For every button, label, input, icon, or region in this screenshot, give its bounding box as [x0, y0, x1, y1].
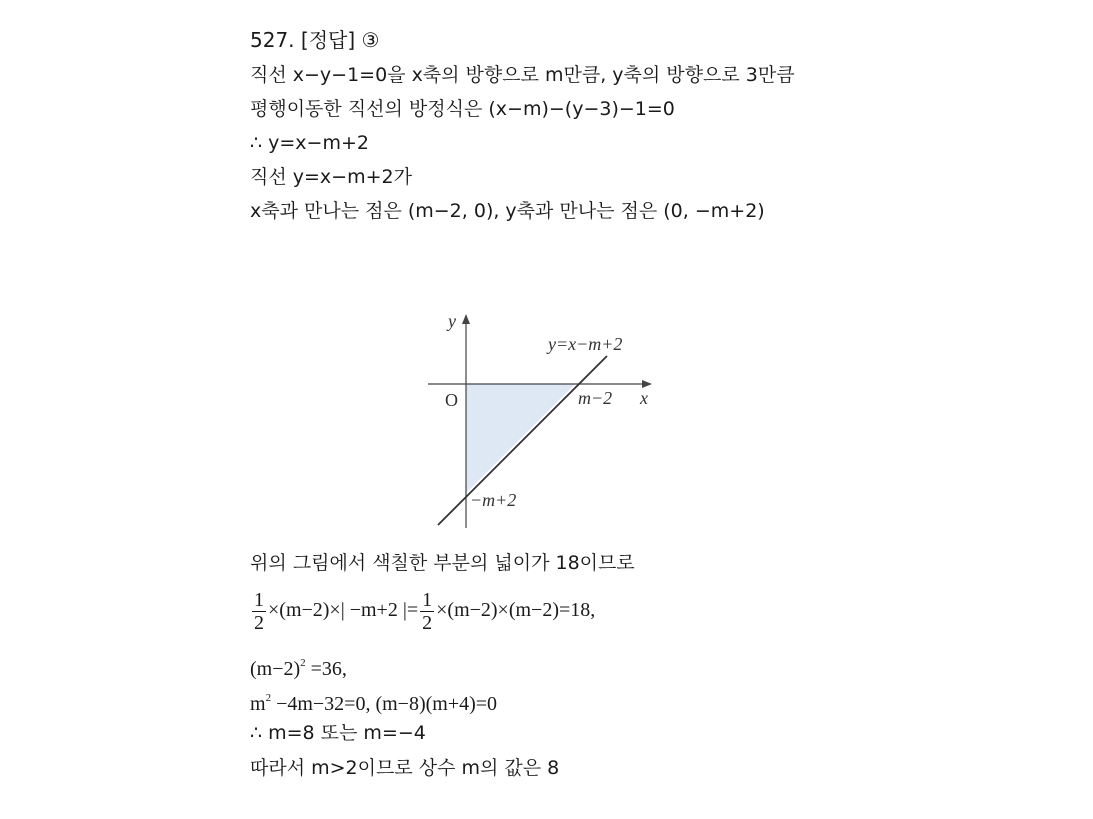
solution-line-6: 따라서 m>2이므로 상수 m의 값은 8	[250, 757, 560, 779]
shaded-region	[466, 384, 575, 493]
solution-line-5: ∴ m=8 또는 m=−4	[250, 722, 426, 744]
line4-exponent: 2	[265, 692, 272, 704]
equation-part-1: ×(m−2)×| −m+2 |=	[268, 599, 419, 621]
y-axis-label: y	[448, 311, 456, 331]
fraction-half-1	[252, 589, 266, 634]
text-line-1: 직선 x−y−1=0을 x축의 방향으로 m만큼, y축의 방향으로 3만큼	[250, 64, 795, 86]
x-axis-arrow	[642, 380, 652, 388]
line4-rest: −4m−32=0, (m−8)(m+4)=0	[271, 693, 498, 715]
area-equation	[250, 586, 595, 634]
origin-label: O	[445, 390, 458, 410]
line3-exponent: 2	[300, 657, 306, 669]
fraction-numerator: 1	[254, 588, 264, 611]
text-line-4: 직선 y=x−m+2가	[250, 166, 412, 188]
text-line-3: ∴ y=x−m+2	[250, 132, 369, 154]
solution-line-4	[250, 686, 497, 716]
graph-line	[438, 356, 607, 525]
x-intercept-label: m−2	[578, 388, 613, 408]
fraction-half-2	[420, 589, 434, 634]
line3-rest: =36,	[305, 658, 347, 680]
line-equation-label: y=x−m+2	[548, 334, 623, 354]
fraction-numerator: 1	[422, 588, 433, 611]
fraction-denominator: 2	[254, 611, 264, 634]
solution-line-1: 위의 그림에서 색칠한 부분의 넓이가 18이므로	[250, 552, 635, 574]
line4-base: m	[250, 693, 266, 715]
y-intercept-label: −m+2	[470, 490, 517, 510]
problem-title: 527. [정답] ③	[250, 28, 380, 52]
x-axis-label: x	[640, 388, 648, 408]
line3-base: (m−2)	[250, 658, 301, 680]
text-line-2: 평행이동한 직선의 방정식은 (x−m)−(y−3)−1=0	[250, 98, 675, 120]
y-axis-arrow	[462, 314, 470, 324]
solution-line-3	[250, 651, 347, 681]
graph-figure	[420, 300, 670, 535]
fraction-denominator: 2	[422, 611, 433, 634]
text-line-5: x축과 만나는 점은 (m−2, 0), y축과 만나는 점은 (0, −m+2)	[250, 200, 765, 222]
equation-part-2: ×(m−2)×(m−2)=18,	[436, 599, 596, 621]
